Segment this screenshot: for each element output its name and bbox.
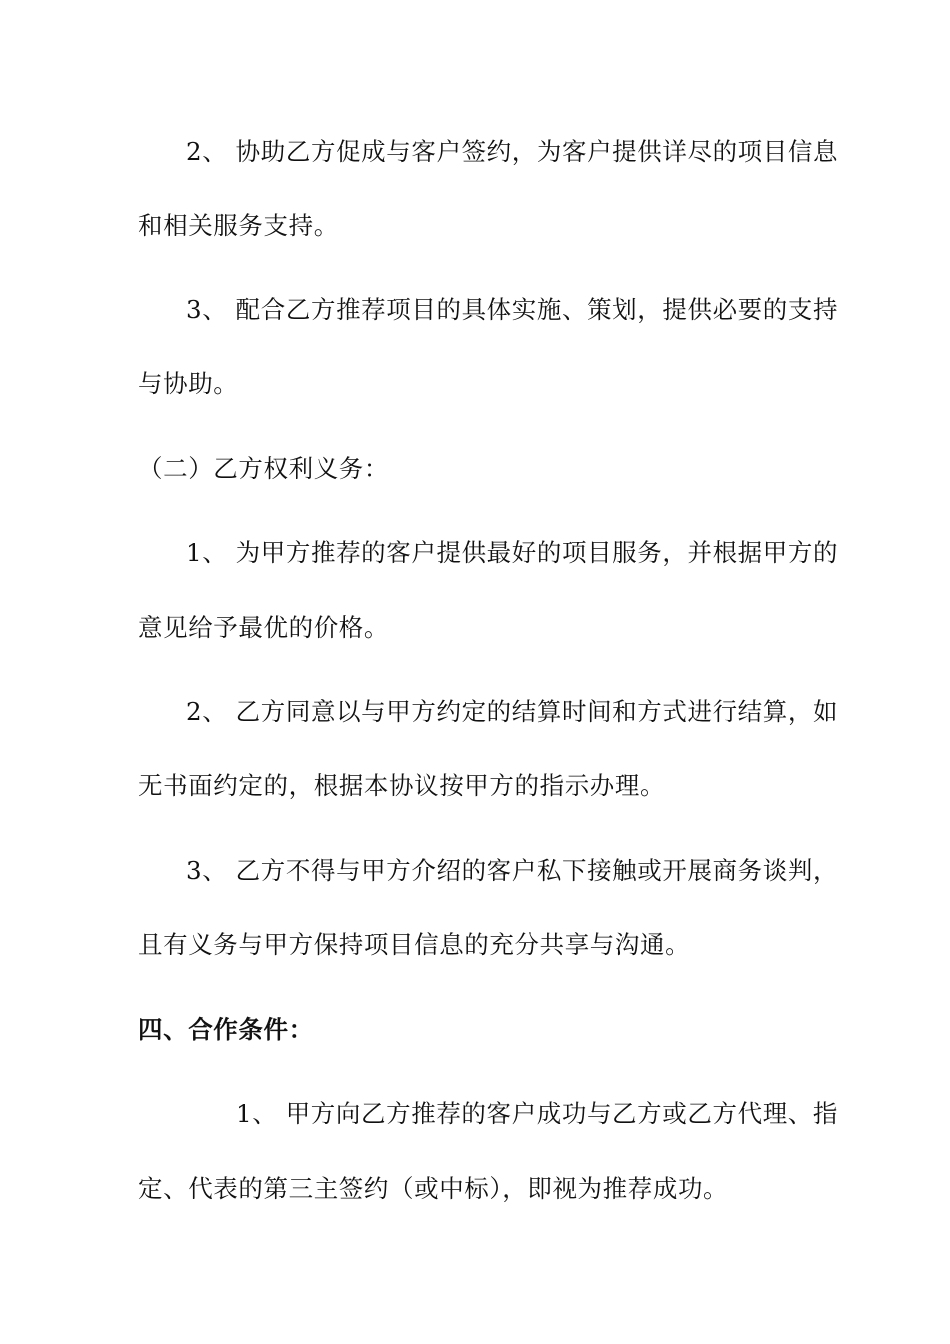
paragraph-line: 1、 甲方向乙方推荐的客户成功与乙方或乙方代理、指 [236, 1099, 838, 1128]
paragraph-line: 2、 协助乙方促成与客户签约，为客户提供详尽的项目信息 [186, 137, 839, 166]
paragraph-line: 3、 乙方不得与甲方介绍的客户私下接触或开展商务谈判， [186, 856, 839, 885]
paragraph-line: 和相关服务支持。 [138, 211, 339, 240]
paragraph-line: 1、 为甲方推荐的客户提供最好的项目服务，并根据甲方的 [186, 538, 839, 567]
paragraph-line: 意见给予最优的价格。 [138, 613, 389, 642]
paragraph-line: 3、 配合乙方推荐项目的具体实施、策划，提供必要的支持 [186, 295, 839, 324]
paragraph-line: 定、代表的第三主签约（或中标），即视为推荐成功。 [138, 1174, 729, 1203]
section-heading: 四、合作条件： [138, 1015, 314, 1044]
paragraph-line: 且有义务与甲方保持项目信息的充分共享与沟通。 [138, 930, 691, 959]
paragraph-line: 无书面约定的，根据本协议按甲方的指示办理。 [138, 771, 666, 800]
paragraph-line: 与协助。 [138, 369, 239, 398]
paragraph-line: 2、 乙方同意以与甲方约定的结算时间和方式进行结算，如 [186, 697, 839, 726]
section-subheading: （二）乙方权利义务： [138, 454, 389, 483]
